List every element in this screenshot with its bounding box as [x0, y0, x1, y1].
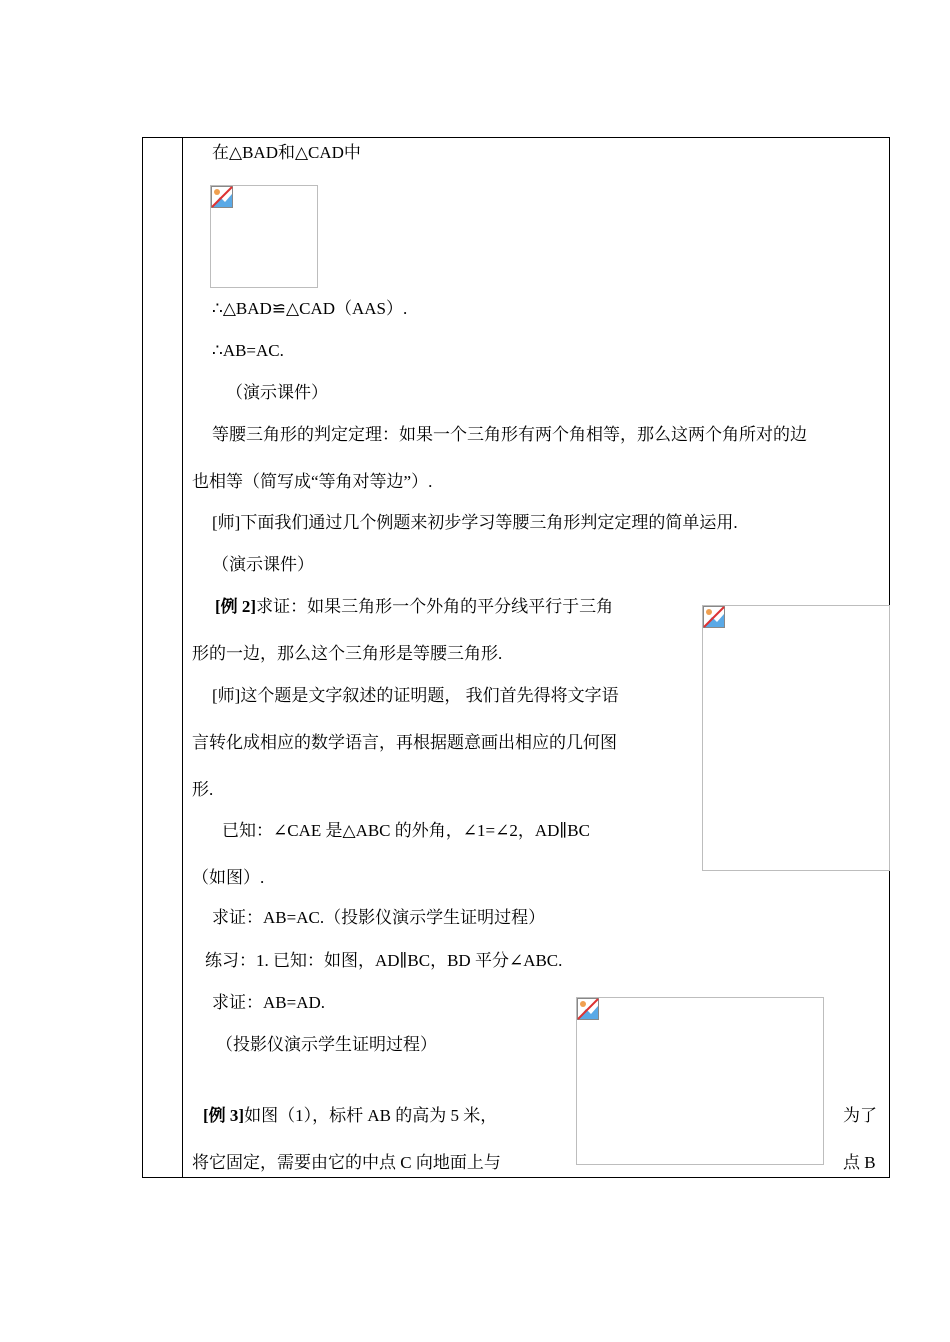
figure-image	[702, 605, 890, 871]
text-line: 也相等（简写成“等角对等边”）.	[192, 472, 433, 491]
figure-image	[576, 997, 824, 1165]
broken-image-icon	[577, 998, 599, 1020]
text-line: 将它固定，需要由它的中点 C 向地面上与	[192, 1153, 501, 1172]
text-line: （演示课件）	[212, 555, 314, 574]
text-line: 求证：AB=AD.	[212, 993, 326, 1012]
text-line: （投影仪演示学生证明过程）	[216, 1035, 437, 1054]
text-line: 言转化成相应的数学语言，再根据题意画出相应的几何图	[192, 733, 617, 752]
example-2-label: [例 2]	[215, 597, 257, 616]
text-line: ∴△BAD≌△CAD（AAS）.	[212, 299, 408, 318]
text-line: 点 B	[843, 1153, 876, 1172]
text-line: [师]这个题是文字叙述的证明题， 我们首先得将文字语	[212, 686, 619, 705]
text-line: 等腰三角形的判定定理：如果一个三角形有两个角相等，那么这两个角所对的边	[212, 425, 807, 444]
text-line: 形的一边，那么这个三角形是等腰三角形.	[192, 644, 503, 663]
example-3-text: [例 3]如图（1），标杆 AB 的高为 5 米，	[203, 1106, 498, 1125]
example-2-text: [例 2]求证：如果三角形一个外角的平分线平行于三角	[215, 597, 614, 616]
broken-image-icon	[211, 186, 233, 208]
broken-image-icon	[703, 606, 725, 628]
text-line: （如图）.	[192, 868, 265, 887]
text-line: 练习：1. 已知：如图，AD∥BC，BD 平分∠ABC.	[205, 951, 563, 970]
text-line: 形.	[192, 780, 214, 799]
text-line: [师]下面我们通过几个例题来初步学习等腰三角形判定定理的简单运用.	[212, 513, 738, 532]
text-line: 已知：∠CAE 是△ABC 的外角，∠1=∠2，AD∥BC	[222, 821, 590, 840]
example-3-label: [例 3]	[203, 1106, 245, 1125]
text-line: 为了	[843, 1106, 877, 1125]
text-line: 求证：AB=AC.（投影仪演示学生证明过程）	[212, 908, 546, 927]
column-divider	[182, 138, 183, 1177]
text-line: ∴AB=AC.	[212, 341, 284, 360]
text-line: （演示课件）	[226, 383, 328, 402]
text-line: 在△BAD和△CAD中	[212, 143, 361, 162]
formula-image	[210, 185, 318, 288]
